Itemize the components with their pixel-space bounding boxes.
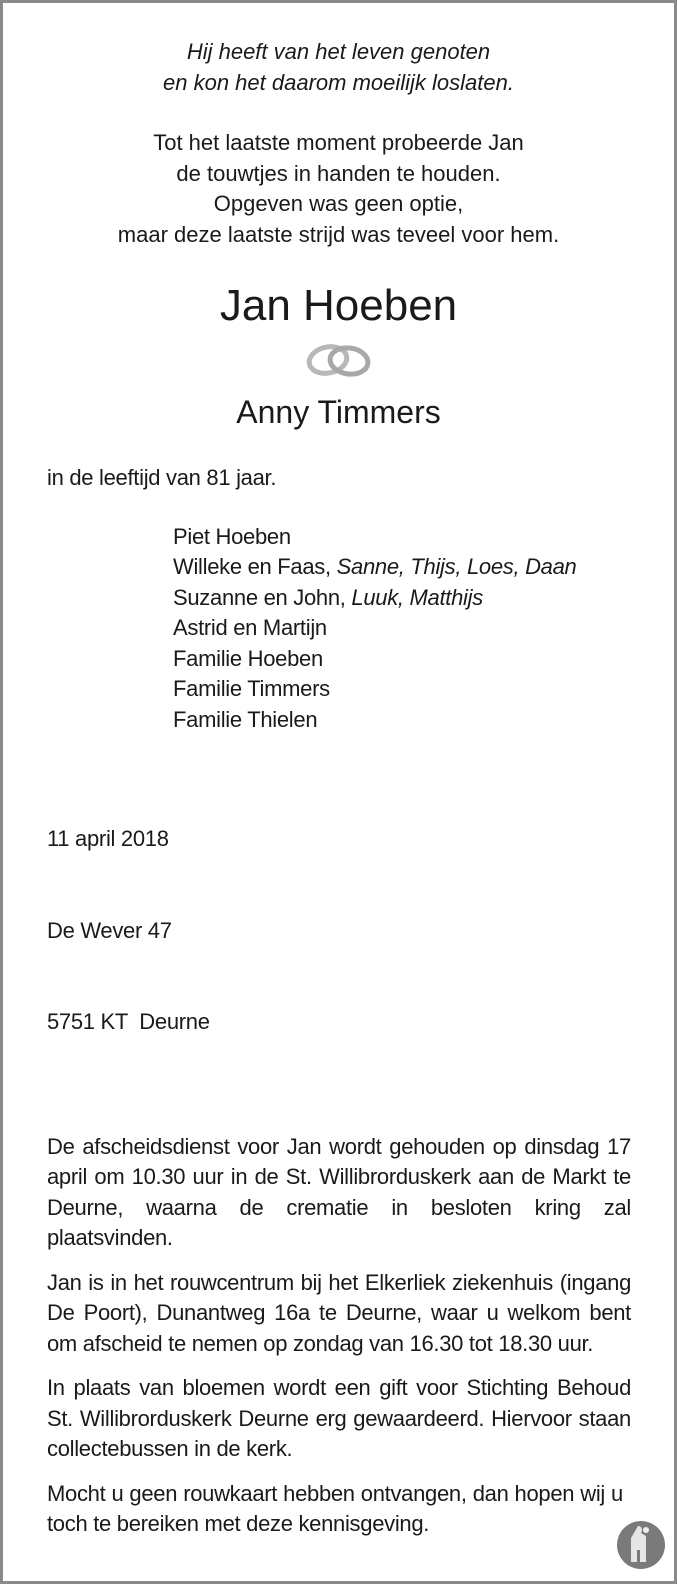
family-member — [173, 674, 643, 705]
family-member-name: Astrid en Martijn — [173, 615, 327, 640]
visitation-paragraph: Jan is in het rouwcentrum bij het Elkerliek ziekenhuis (ingang De Poort), Dunantweg 16a te Deurne, waar u welkom bent om afscheid te nemen op zondag van 16.30 tot 18.30 uur. — [47, 1269, 631, 1356]
family-member-name: Willeke en Faas, — [173, 554, 337, 579]
family-member — [173, 613, 643, 644]
notice-paragraph: Mocht u geen rouwkaart hebben ontvangen, dan hopen wij u toch te bereiken met deze kennisgeving. — [47, 1480, 623, 1536]
poem-line: de touwtjes in handen te houden. — [176, 160, 501, 186]
family-member-name: Piet Hoeben — [173, 523, 291, 549]
poem-verse-2 — [0, 128, 677, 250]
poem-verse-1 — [0, 37, 677, 98]
address-block — [47, 763, 631, 1099]
details — [0, 463, 631, 1540]
family-member — [173, 522, 643, 553]
family-member-name: Suzanne en John, — [173, 584, 352, 610]
service-paragraph: De afscheidsdienst voor Jan wordt gehouden op dinsdag 17 april om 10.30 uur in de St. Willibrorduskerk aan de Markt te Deurne, waarna de crematie in besloten kring zal plaatsvinden. — [47, 1133, 631, 1250]
grandchildren-names: Luuk, Matthijs — [351, 584, 483, 610]
family-member-name: Familie Thielen — [173, 706, 318, 732]
family-member — [173, 705, 643, 736]
family-member — [173, 583, 643, 614]
poem-line: Tot het laatste moment probeerde Jan — [153, 130, 524, 155]
family-member — [173, 644, 643, 675]
wedding-rings-icon — [301, 336, 376, 381]
poem-line: Hij heeft van het leven genoten — [186, 39, 491, 64]
family-member-name: Familie Timmers — [173, 676, 330, 701]
poem-line: Opgeven was geen optie, — [213, 191, 464, 216]
deceased-name: Jan Hoeben — [219, 281, 458, 330]
grandchildren-names: Sanne, Thijs, Loes, Daan — [336, 554, 577, 579]
family-member-name: Familie Hoeben — [173, 645, 323, 671]
poem-line: en kon het daarom moeilijk loslaten. — [163, 69, 514, 95]
date: 11 april 2018 — [47, 826, 169, 851]
partner-name: Anny Timmers — [236, 394, 441, 430]
paragraphs — [47, 1132, 631, 1540]
postal-city: 5751 KT Deurne — [47, 1009, 210, 1034]
age-line: in de leeftijd van 81 jaar. — [47, 465, 277, 490]
donation-paragraph: In plaats van bloemen wordt een gift voor Stichting Behoud St. Willibrorduskerk Deurne erg gewaardeerd. Hiervoor staan collectebussen in de kerk. — [47, 1375, 631, 1461]
poem-line: maar deze laatste strijd was teveel voor hem. — [117, 221, 560, 247]
memorial-logo-icon — [616, 1520, 666, 1570]
family-list — [173, 522, 643, 736]
street: De Wever 47 — [47, 917, 172, 943]
family-member — [173, 552, 643, 583]
